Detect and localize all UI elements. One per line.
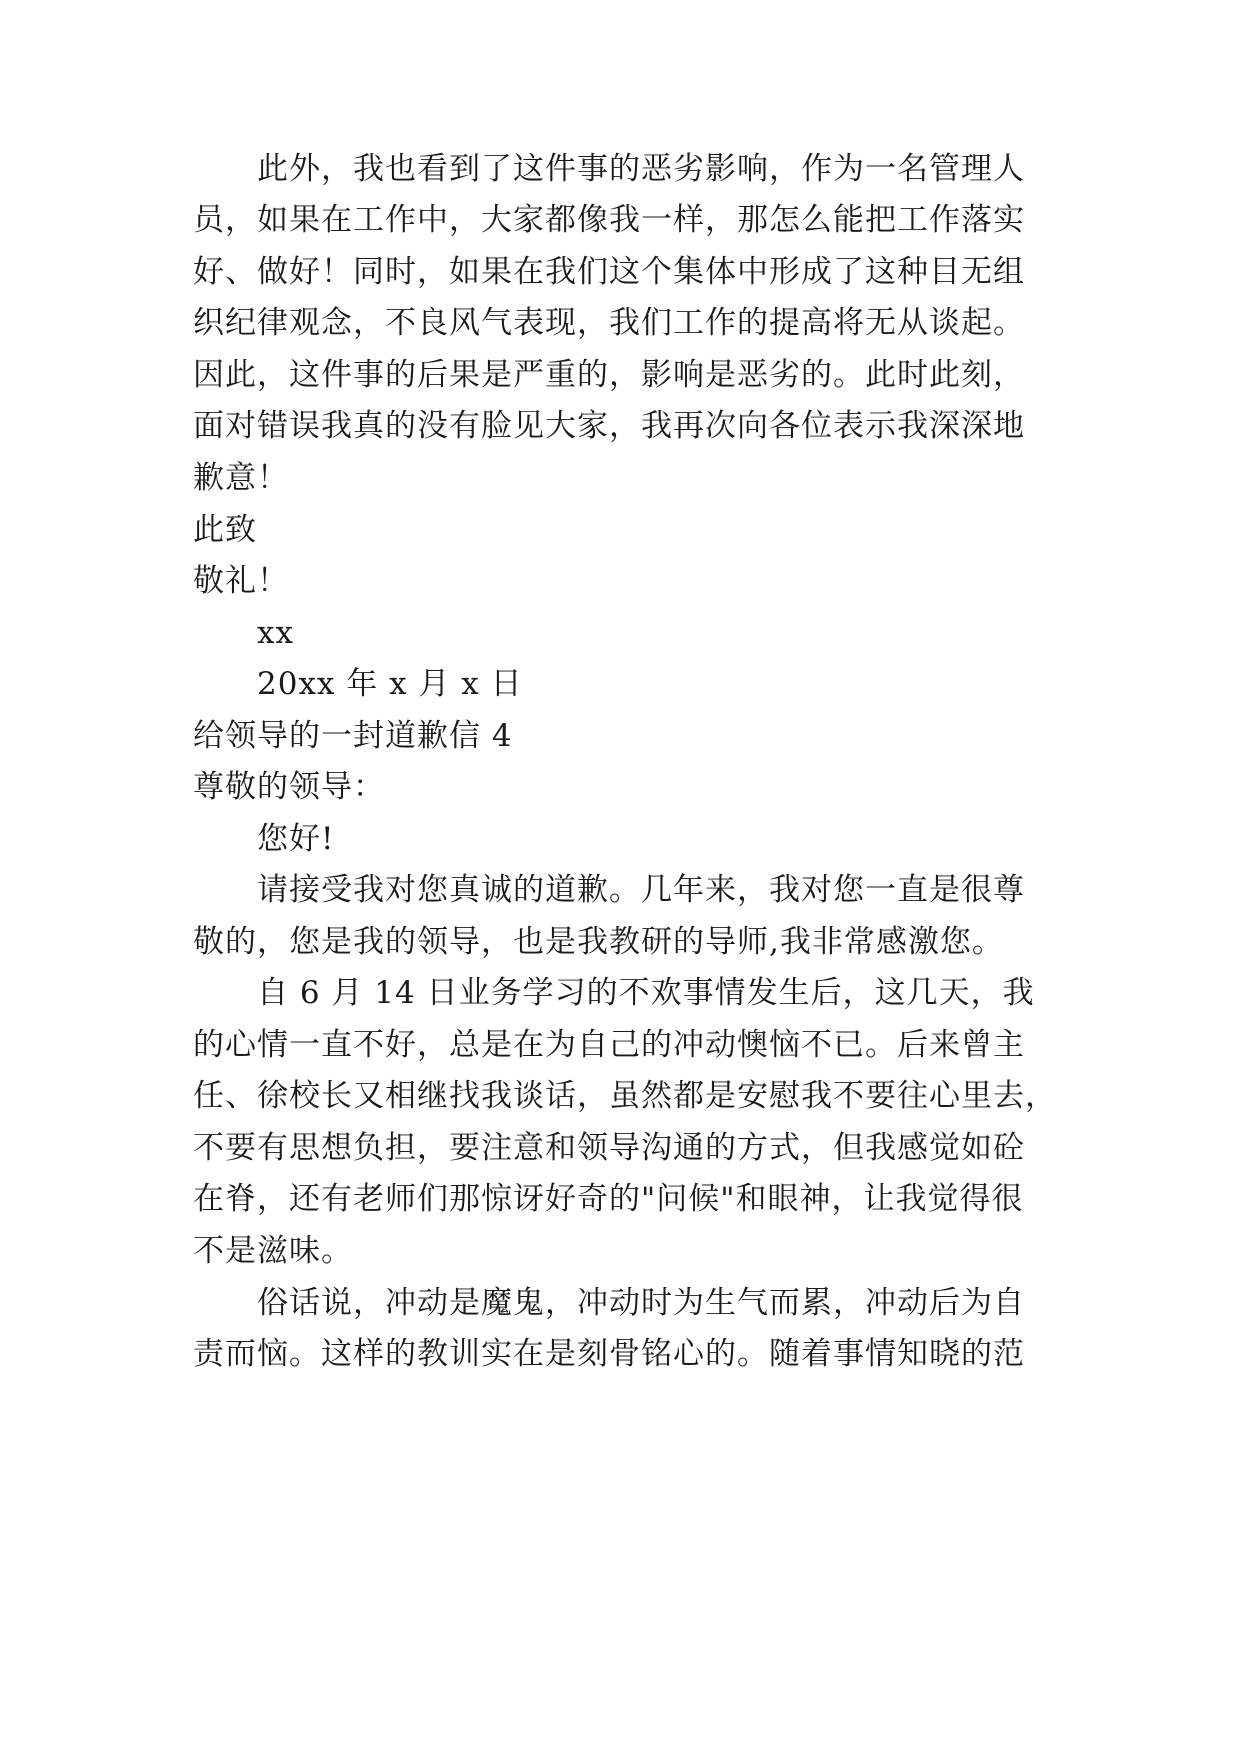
text-line: 因此，这件事的后果是严重的，影响是恶劣的。此时此刻，: [193, 357, 1025, 393]
text-line: 的心情一直不好，总是在为自己的冲动懊恼不已。后来曾主: [193, 1027, 1025, 1063]
closing-line: 敬礼！: [193, 563, 289, 599]
text-line: 面对错误我真的没有脸见大家，我再次向各位表示我深深地: [193, 408, 1025, 444]
signature-date: 20xx 年 x 月 x 日: [257, 666, 523, 702]
text-line: 俗话说，冲动是魔鬼，冲动时为生气而累，冲动后为自: [257, 1285, 1025, 1321]
text-line: 请接受我对您真诚的道歉。几年来，我对您一直是很尊: [257, 872, 1025, 908]
section-title: 给领导的一封道歉信 4: [193, 718, 513, 754]
text-line: 员，如果在工作中，大家都像我一样，那怎么能把工作落实: [193, 202, 1025, 238]
text-line: 责而恼。这样的教训实在是刻骨铭心的。随着事情知晓的范: [193, 1336, 1025, 1372]
text-line: 在脊，还有老师们那惊讶好奇的"问候"和眼神，让我觉得很: [193, 1181, 1024, 1217]
text-line: 织纪律观念，不良风气表现，我们工作的提高将无从谈起。: [193, 305, 1025, 341]
text-line: 歉意！: [193, 460, 289, 496]
text-line: 此外，我也看到了这件事的恶劣影响，作为一名管理人: [257, 151, 1025, 187]
text-line: 不要有思想负担，要注意和领导沟通的方式，但我感觉如砼: [193, 1130, 1025, 1166]
text-line: 敬的，您是我的领导，也是我教研的导师,我非常感激您。: [193, 924, 1004, 960]
greeting: 您好!: [257, 821, 335, 857]
salutation: 尊敬的领导：: [193, 769, 385, 805]
signature-name: xx: [257, 615, 294, 651]
text-line: 任、徐校长又相继找我谈话，虽然都是安慰我不要往心里去，: [193, 1078, 1057, 1114]
text-line: 好、做好！同时，如果在我们这个集体中形成了这种目无组: [193, 254, 1025, 290]
text-line: 自 6 月 14 日业务学习的不欢事情发生后，这几天，我: [257, 975, 1035, 1011]
text-line: 不是滋味。: [193, 1233, 353, 1269]
closing-line: 此致: [193, 512, 257, 548]
